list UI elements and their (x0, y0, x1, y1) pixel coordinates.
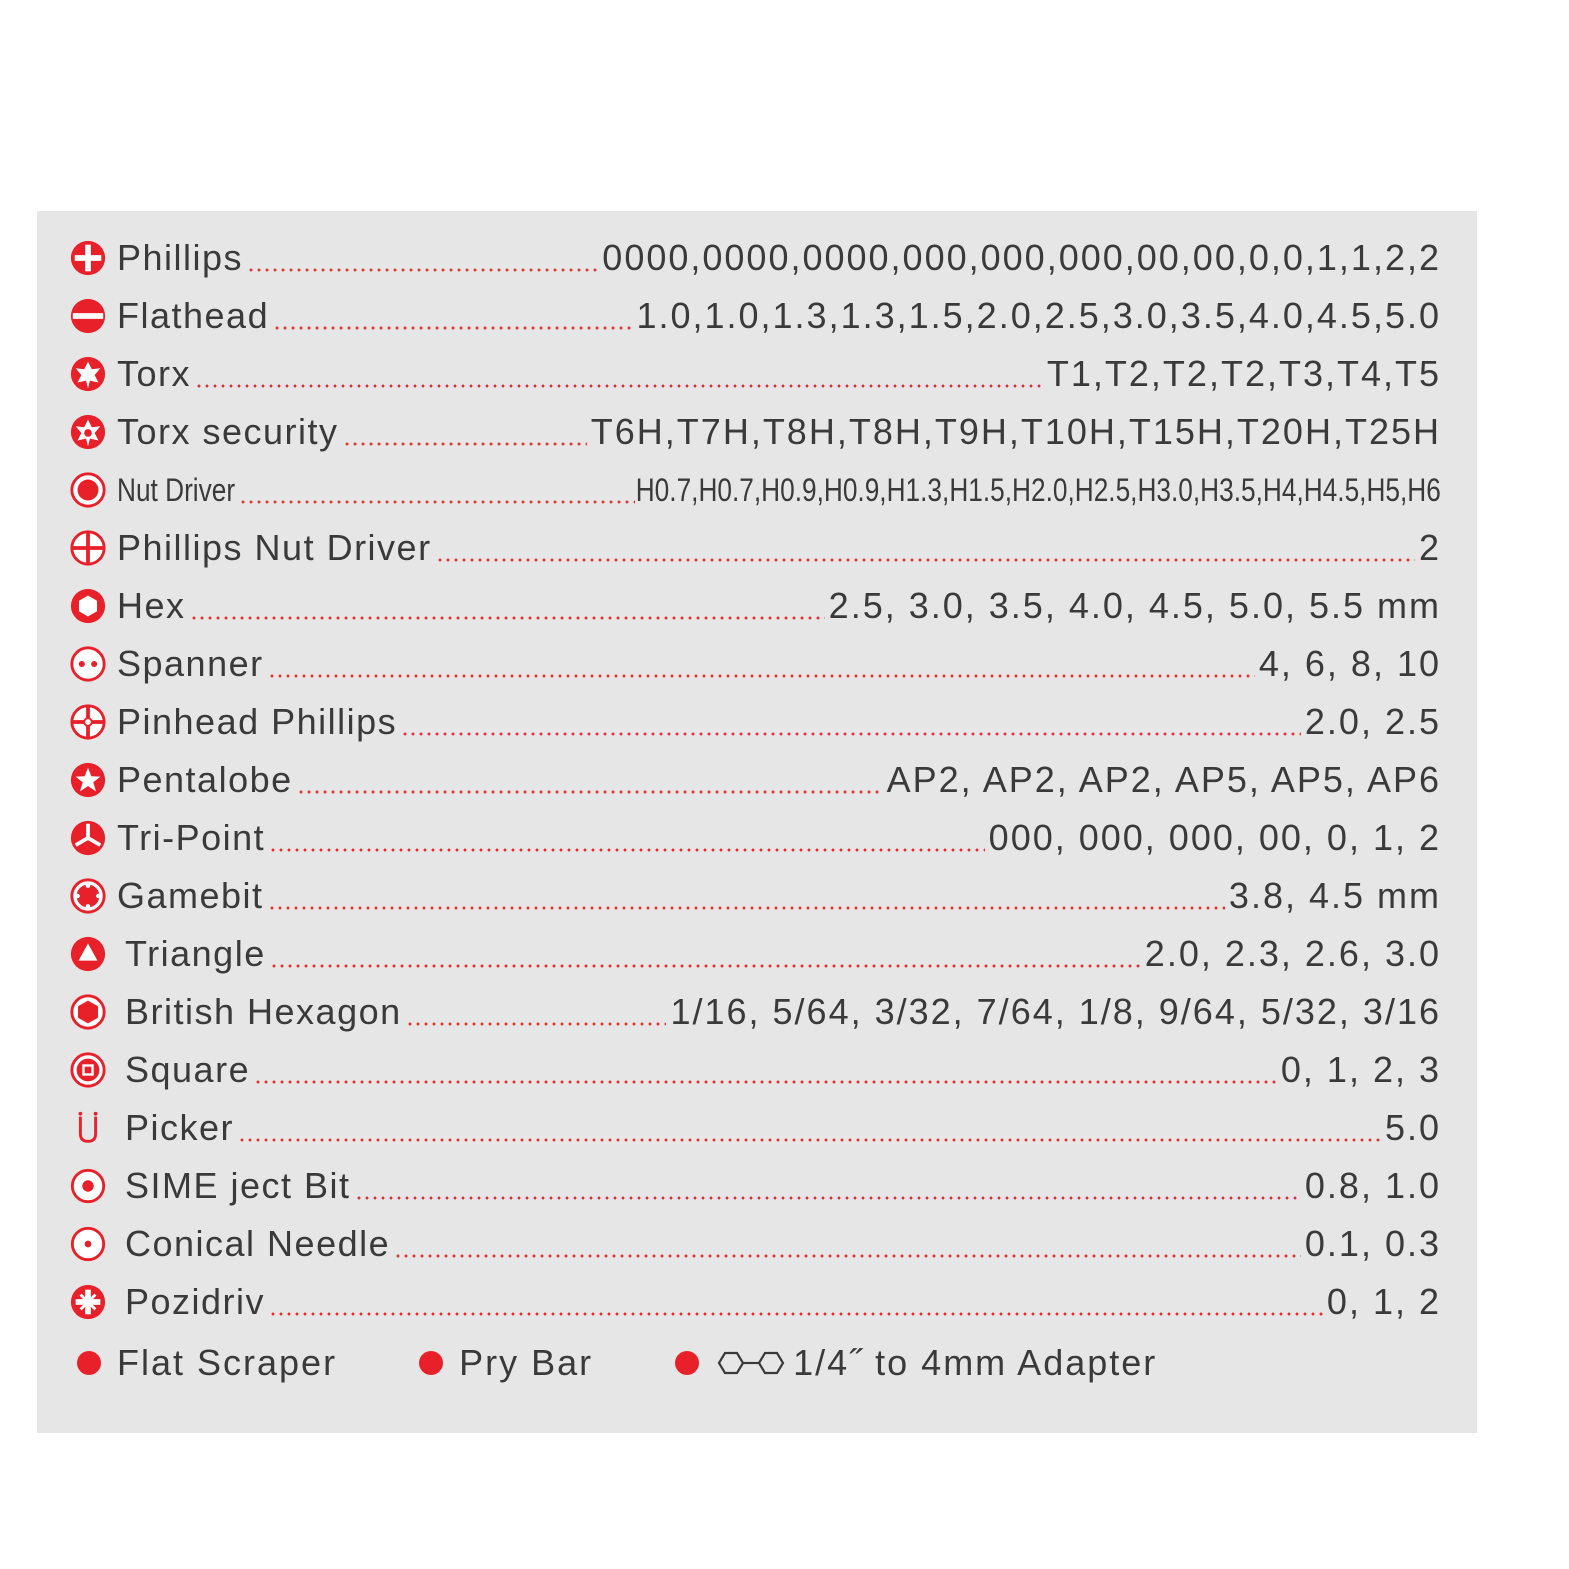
bit-name: Pozidriv (125, 1281, 266, 1322)
nut-driver-icon (69, 471, 107, 509)
dot-leader (190, 616, 825, 620)
hex-adapter-icon (715, 1348, 789, 1378)
square-icon (69, 1051, 107, 1089)
gamebit-icon (69, 877, 107, 915)
bit-row-hex (69, 581, 1441, 631)
bit-name: Square (125, 1049, 251, 1090)
bit-row-gamebit (69, 871, 1441, 921)
bit-name: Pinhead Phillips (117, 701, 398, 742)
dot-leader (239, 500, 635, 504)
dot-leader (270, 964, 1141, 968)
bit-name: Flathead (117, 295, 270, 336)
bit-row-pozidriv (69, 1277, 1441, 1327)
flathead-icon (69, 297, 107, 335)
bit-row-pinhead-phillips (69, 697, 1441, 747)
bit-sizes: 2.0, 2.3, 2.6, 3.0 (1144, 933, 1441, 974)
extra-pry-bar (411, 1342, 593, 1384)
bit-name: British Hexagon (125, 991, 402, 1032)
dot-leader (268, 906, 1225, 910)
bit-sizes: T1,T2,T2,T2,T3,T4,T5 (1046, 353, 1441, 394)
bit-sizes: 3.8, 4.5 mm (1228, 875, 1441, 916)
dot-leader (406, 1022, 667, 1026)
torx-security-icon (69, 413, 107, 451)
triangle-icon (69, 935, 107, 973)
bit-row-square (69, 1045, 1441, 1095)
bit-row-conical-needle (69, 1219, 1441, 1269)
extra-label: Flat Scraper (117, 1342, 338, 1383)
bit-name: Gamebit (117, 875, 264, 916)
bit-name: Tri-Point (117, 817, 266, 858)
sime-ject-icon (69, 1167, 107, 1205)
bit-sizes: 0000,0000,0000,000,000,000,00,00,0,0,1,1,2,2 (602, 237, 1441, 278)
bit-name: Conical Needle (125, 1223, 391, 1264)
pentalobe-icon (69, 761, 107, 799)
dot-leader (254, 1080, 1277, 1084)
extra-flat-scraper (69, 1342, 337, 1384)
dot-leader (195, 384, 1043, 388)
bit-row-spanner (69, 639, 1441, 689)
bit-name: Triangle (125, 933, 266, 974)
bit-name: Spanner (117, 643, 264, 684)
bullet-dot-icon (675, 1351, 699, 1375)
dot-leader (297, 790, 883, 794)
hex-icon (69, 587, 107, 625)
bit-sizes: 0.8, 1.0 (1304, 1165, 1441, 1206)
bit-name: Picker (125, 1107, 235, 1148)
bit-sizes: 1.0,1.0,1.3,1.3,1.5,2.0,2.5,3.0,3.5,4.0,4.5,5.0 (636, 295, 1441, 336)
bit-row-nut-driver (69, 465, 1441, 515)
dot-leader (436, 558, 1415, 562)
bit-row-torx-security (69, 407, 1441, 457)
dot-leader (238, 1138, 1381, 1142)
bullet-dot-icon (77, 1351, 101, 1375)
extra-label: 1/4˝ to 4mm Adapter (793, 1342, 1158, 1383)
dot-leader (355, 1196, 1301, 1200)
dot-leader (401, 732, 1301, 736)
bit-sizes: 2.0, 2.5 (1304, 701, 1441, 742)
bit-row-triangle (69, 929, 1441, 979)
bit-name: Torx (117, 353, 192, 394)
bit-sizes: 2.5, 3.0, 3.5, 4.0, 4.5, 5.0, 5.5 mm (828, 585, 1441, 626)
bit-sizes: T6H,T7H,T8H,T8H,T9H,T10H,T15H,T20H,T25H (590, 411, 1441, 452)
pozidriv-icon (69, 1283, 107, 1321)
torx-icon (69, 355, 107, 393)
bit-name: Nut Driver (117, 471, 236, 508)
extra-label: Pry Bar (459, 1342, 594, 1383)
pinhead-phillips-icon (69, 703, 107, 741)
bit-name: Torx security (117, 411, 339, 452)
spanner-icon (69, 645, 107, 683)
bit-row-picker (69, 1103, 1441, 1153)
picker-icon (69, 1109, 107, 1147)
bit-sizes: 1/16, 5/64, 3/32, 7/64, 1/8, 9/64, 5/32, 3/16 (670, 991, 1441, 1032)
bit-row-tri-point (69, 813, 1441, 863)
dot-leader (247, 268, 598, 272)
dot-leader (268, 674, 1255, 678)
bullet-dot-icon (419, 1351, 443, 1375)
bit-sizes: AP2, AP2, AP2, AP5, AP5, AP6 (886, 759, 1441, 800)
bit-list-panel (37, 211, 1477, 1433)
conical-needle-icon (69, 1225, 107, 1263)
tri-point-icon (69, 819, 107, 857)
bit-name: Phillips Nut Driver (117, 527, 432, 568)
bit-row-british-hexagon (69, 987, 1441, 1037)
bit-sizes: 2 (1418, 527, 1441, 568)
bit-row-phillips (69, 233, 1441, 283)
phillips-icon (69, 239, 107, 277)
british-hexagon-icon (69, 993, 107, 1031)
extra-tools-row (69, 1336, 1441, 1390)
bit-row-pentalobe (69, 755, 1441, 805)
dot-leader (269, 1312, 1323, 1316)
bit-row-flathead (69, 291, 1441, 341)
bit-name: Phillips (117, 237, 244, 278)
bit-row-phillips-nut-driver (69, 523, 1441, 573)
bit-name: Hex (117, 585, 186, 626)
bit-row-torx (69, 349, 1441, 399)
bit-sizes: 000, 000, 000, 00, 0, 1, 2 (988, 817, 1441, 858)
dot-leader (394, 1254, 1301, 1258)
bit-sizes: 4, 6, 8, 10 (1258, 643, 1441, 684)
bit-row-sime-ject-bit (69, 1161, 1441, 1211)
dot-leader (269, 848, 984, 852)
bit-name: SIME ject Bit (125, 1165, 351, 1206)
bit-sizes: 0, 1, 2, 3 (1280, 1049, 1441, 1090)
bit-sizes: 0, 1, 2 (1326, 1281, 1441, 1322)
phillips-nut-driver-icon (69, 529, 107, 567)
dot-leader (273, 326, 632, 330)
bit-sizes: 5.0 (1384, 1107, 1441, 1148)
dot-leader (343, 442, 587, 446)
extra-adapter (667, 1342, 1157, 1384)
bit-name: Pentalobe (117, 759, 293, 800)
bit-sizes: 0.1, 0.3 (1304, 1223, 1441, 1264)
bit-sizes: H0.7,H0.7,H0.9,H0.9,H1.3,H1.5,H2.0,H2.5,H3.0,H3.5,H4,H4.5,H5,H6 (635, 471, 1441, 508)
